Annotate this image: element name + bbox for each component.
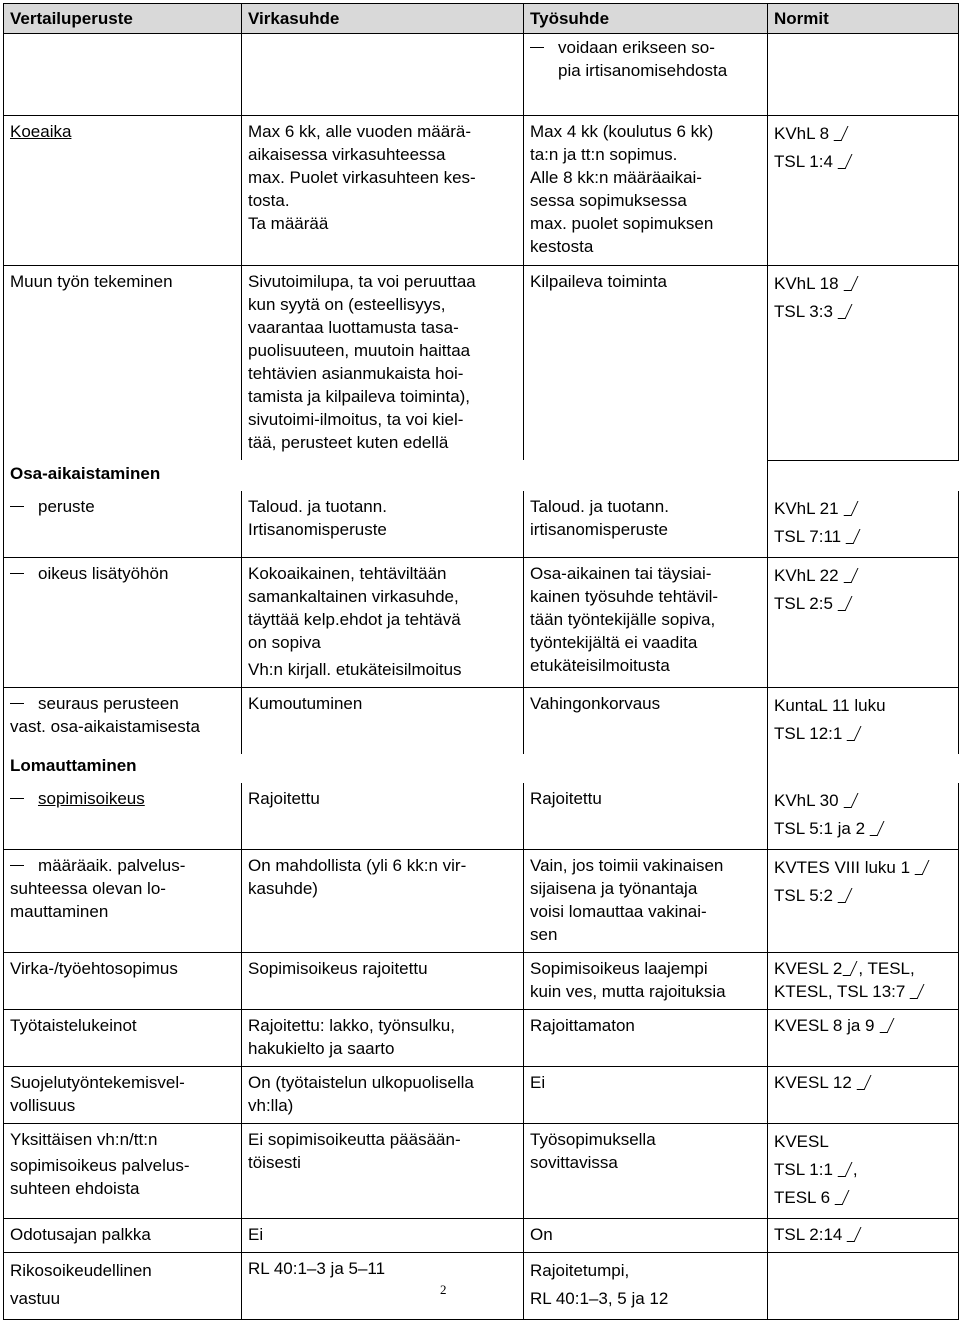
row-label: oikeus lisätyöhön: [4, 558, 242, 688]
table-row: [4, 754, 959, 783]
table-row: [4, 1010, 959, 1067]
row-label: Suojelutyöntekemisvel- vollisuus: [4, 1067, 242, 1124]
section-sign-icon: [847, 726, 862, 741]
cell-virkasuhde: RL 40:1–3 ja 5–11: [242, 1253, 524, 1320]
table-row: [4, 953, 959, 1010]
cell-normit: KVhL 18 TSL 3:3: [768, 266, 959, 461]
section-sign-icon: [843, 276, 858, 291]
cell-tyosuhde: Kilpaileva toiminta: [524, 266, 768, 461]
dash-bullet: [10, 573, 24, 574]
cell-normit: KVhL 30 TSL 5:1 ja 2: [768, 783, 959, 850]
section-sign-icon: [835, 1190, 850, 1205]
comparison-table: [3, 3, 959, 1320]
cell-tyosuhde: voidaan erikseen so- pia irtisanomisehdosta: [524, 34, 768, 116]
cell-virkasuhde: Rajoitettu: lakko, työnsulku, hakukielto ja saarto: [242, 1010, 524, 1067]
section-sign-icon: [843, 793, 858, 808]
row-label: Odotusajan palkka: [4, 1219, 242, 1253]
cell-virkasuhde: Ei: [242, 1219, 524, 1253]
section-sign-icon: [870, 821, 885, 836]
header-virkasuhde: Virkasuhde: [242, 4, 524, 34]
header-tyosuhde: Työsuhde: [524, 4, 768, 34]
cell-virkasuhde: On (työtaistelun ulkopuolisella vh:lla): [242, 1067, 524, 1124]
row-label: Yksittäisen vh:n/tt:n sopimisoikeus palvelus- suhteen ehdoista: [4, 1124, 242, 1219]
section-sign-icon: [843, 501, 858, 516]
row-label: Koeaika: [4, 116, 242, 266]
cell-normit: KVhL 22 TSL 2:5: [768, 558, 959, 688]
table-row: [4, 850, 959, 953]
cell-virkasuhde: Kokoaikainen, tehtäviltään samankaltainen virkasuhde, täyttää kelp.ehdot ja tehtävä on sopiva Vh:n kirjall. etukäteisilmoitus: [242, 558, 524, 688]
header-row: [4, 4, 959, 34]
row-label: määräaik. palvelus- suhteessa olevan lo- mauttaminen: [4, 850, 242, 953]
comparison-table-container: [3, 3, 958, 1320]
page-number: 2: [440, 1282, 447, 1297]
cell-virkasuhde: Sopimisoikeus rajoitettu: [242, 953, 524, 1010]
row-label: seuraus perusteen vast. osa-aikaistamisesta: [4, 688, 242, 755]
section-sign-icon: [847, 1227, 862, 1242]
table-row: [4, 558, 959, 688]
section-sign-icon: [837, 596, 852, 611]
cell-tyosuhde: Max 4 kk (koulutus 6 kk) ta:n ja tt:n sopimus. Alle 8 kk:n määräaikai- sessa sopimuksessa max. puolet sopimuksen kestosta: [524, 116, 768, 266]
cell-tyosuhde: Rajoittamaton: [524, 1010, 768, 1067]
dash-bullet: [10, 506, 24, 507]
cell-normit: KVESL 8 ja 9: [768, 1010, 959, 1067]
row-label: Rikosoikeudellinen vastuu: [4, 1253, 242, 1320]
section-sign-icon: [915, 860, 930, 875]
cell-normit: TSL 2:14: [768, 1219, 959, 1253]
cell-tyosuhde: Ei: [524, 1067, 768, 1124]
section-sign-icon: [834, 126, 849, 141]
cell-normit: KVhL 8 TSL 1:4: [768, 116, 959, 266]
table-row: [4, 491, 959, 558]
cell-normit: KVESL 12: [768, 1067, 959, 1124]
cell-virkasuhde: Kumoutuminen: [242, 688, 524, 755]
table-row: [4, 688, 959, 755]
cell-virkasuhde: On mahdollista (yli 6 kk:n vir- kasuhde): [242, 850, 524, 953]
cell-tyosuhde: Vain, jos toimii vakinaisen sijaisena ja työnantaja voisi lomauttaa vakinai- sen: [524, 850, 768, 953]
cell-virkasuhde: Rajoitettu: [242, 783, 524, 850]
dash-bullet: [10, 865, 24, 866]
table-row: [4, 116, 959, 266]
dash-bullet: [530, 47, 544, 48]
table-row: [4, 34, 959, 116]
table-row: [4, 460, 959, 491]
table-row: [4, 1124, 959, 1219]
table-row: [4, 1219, 959, 1253]
section-sign-icon: [879, 1018, 894, 1033]
row-label: Työtaistelukeinot: [4, 1010, 242, 1067]
cell-tyosuhde: Sopimisoikeus laajempi kuin ves, mutta rajoituksia: [524, 953, 768, 1010]
row-label: Virka-/työehtosopimus: [4, 953, 242, 1010]
section-sign-icon: [837, 888, 852, 903]
dash-bullet: [10, 703, 24, 704]
cell-virkasuhde: Sivutoimilupa, ta voi peruuttaa kun syytä on (esteellisyys, vaarantaa luottamusta tasa- puolisuuteen, muutoin haittaa tehtävien asianmukaista hoi- tamista ja kilpaileva toiminta), sivutoimi-ilmoitus, ta voi kiel- tää, perusteet kuten edellä: [242, 266, 524, 461]
cell-virkasuhde: Taloud. ja tuotann. Irtisanomisperuste: [242, 491, 524, 558]
section-sign-icon: [837, 304, 852, 319]
cell-normit: KVhL 21 TSL 7:11: [768, 491, 959, 558]
table-row: [4, 266, 959, 461]
dash-bullet: [10, 798, 24, 799]
table-row: [4, 1067, 959, 1124]
section-sign-icon: [843, 961, 858, 976]
table-row: [4, 1253, 959, 1320]
cell-tyosuhde: Rajoitettu: [524, 783, 768, 850]
row-label: sopimisoikeus: [4, 783, 242, 850]
section-sign-icon: [910, 984, 925, 999]
cell-normit: KVESL 2 , TESL, KTESL, TSL 13:7: [768, 953, 959, 1010]
section-sign-icon: [837, 1162, 852, 1177]
row-label: peruste: [4, 491, 242, 558]
header-normit: Normit: [768, 4, 959, 34]
cell-tyosuhde: On: [524, 1219, 768, 1253]
cell-normit: KVESL TSL 1:1 , TESL 6: [768, 1124, 959, 1219]
header-vertailuperuste: Vertailuperuste: [4, 4, 242, 34]
cell-normit: KVTES VIII luku 1 TSL 5:2: [768, 850, 959, 953]
cell-normit: KuntaL 11 luku TSL 12:1: [768, 688, 959, 755]
section-heading: Osa-aikaistaminen: [4, 460, 768, 491]
cell-tyosuhde: Vahingonkorvaus: [524, 688, 768, 755]
table-row: [4, 783, 959, 850]
section-sign-icon: [843, 568, 858, 583]
section-sign-icon: [846, 529, 861, 544]
cell-tyosuhde: Osa-aikainen tai täysiai- kainen työsuhde tehtävil- tään työntekijälle sopiva, työntekijältä ei vaadita etukäteisilmoitusta: [524, 558, 768, 688]
section-sign-icon: [837, 154, 852, 169]
cell-tyosuhde: Työsopimuksella sovittavissa: [524, 1124, 768, 1219]
cell-virkasuhde: Ei sopimisoikeutta pääsään- töisesti: [242, 1124, 524, 1219]
cell-virkasuhde: Max 6 kk, alle vuoden määrä- aikaisessa virkasuhteessa max. Puolet virkasuhteen kes- tosta. Ta määrää: [242, 116, 524, 266]
row-label: Muun työn tekeminen: [4, 266, 242, 461]
section-heading: Lomauttaminen: [4, 754, 768, 783]
cell-tyosuhde: Rajoitetumpi, RL 40:1–3, 5 ja 12: [524, 1253, 768, 1320]
section-sign-icon: [856, 1075, 871, 1090]
cell-tyosuhde: Taloud. ja tuotann. irtisanomisperuste: [524, 491, 768, 558]
